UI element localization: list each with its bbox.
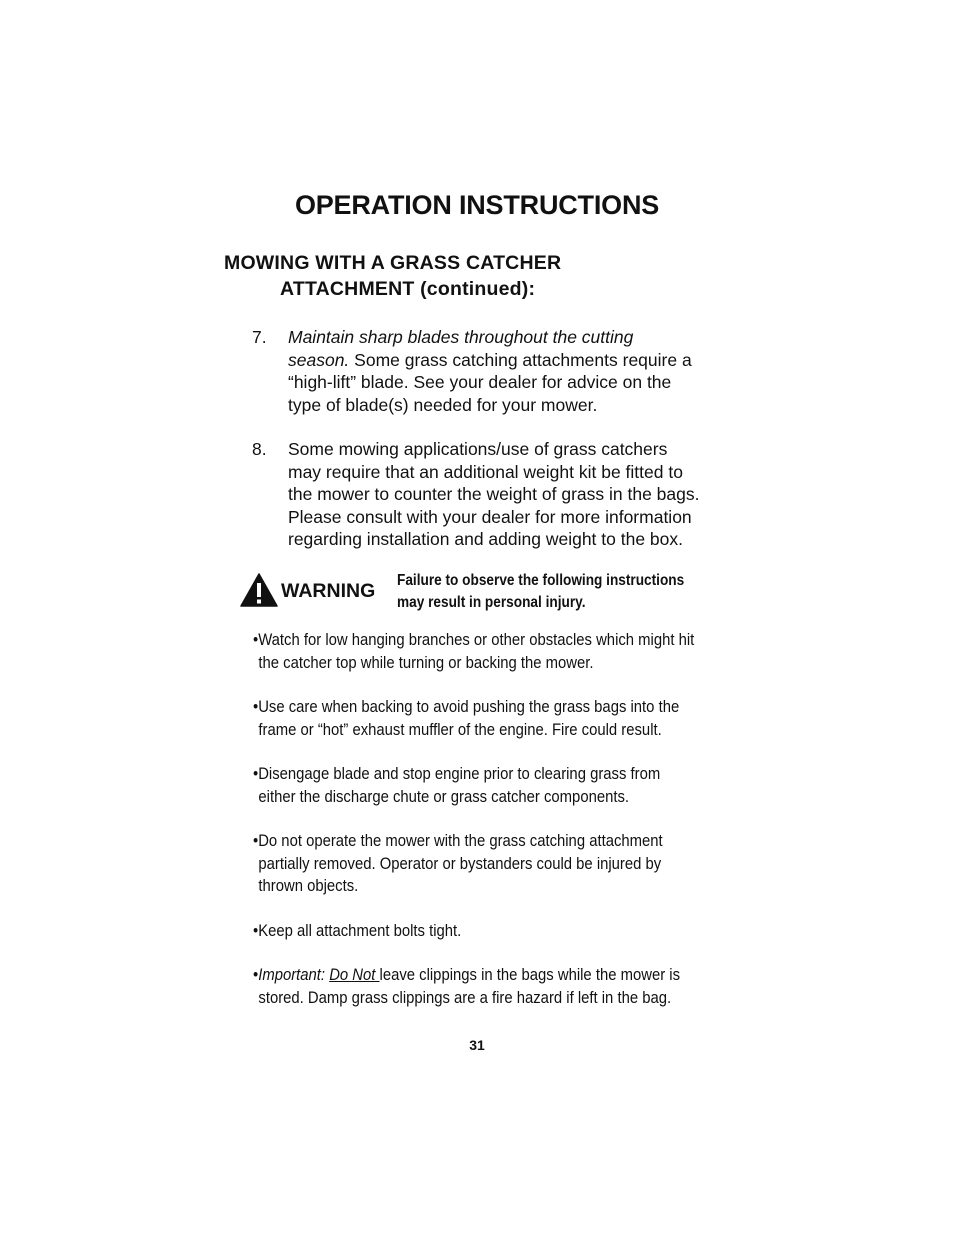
bullet-mark: • <box>253 966 259 984</box>
section-heading-line1: MOWING WITH A GRASS CATCHER <box>224 252 562 274</box>
bullet-line: stored. Damp grass clippings are a fire hazard if left in the bag. <box>258 988 672 1007</box>
item-text: Some grass catching attachments require a <box>349 349 692 370</box>
bullet-line: •Do not operate the mower with the grass catching attachment <box>253 832 663 850</box>
list-item <box>253 696 723 741</box>
section-heading-line2: ATTACHMENT (continued): <box>280 278 536 300</box>
bullet-line: thrown objects. <box>258 877 359 895</box>
list-item <box>253 830 723 898</box>
item-text: may require that an additional weight kit be fitted to <box>288 461 683 482</box>
instruction-item-8 <box>252 438 732 551</box>
item-number: 8. <box>252 439 267 459</box>
bullet-line: the catcher top while turning or backing the mower. <box>258 653 594 672</box>
list-item <box>253 920 723 943</box>
important-label: Important: <box>258 966 330 984</box>
warning-text-line: may result in personal injury. <box>397 594 586 611</box>
bullet-line <box>253 964 723 987</box>
item-body <box>288 326 732 416</box>
warning-label: WARNING <box>281 580 376 602</box>
section-heading <box>224 250 561 302</box>
page-number: 31 <box>469 1037 485 1053</box>
instruction-item-7 <box>252 326 732 416</box>
warning-box <box>240 570 730 620</box>
item-text: Please consult with your dealer for more information <box>288 506 692 527</box>
item-number: 7. <box>252 327 267 347</box>
item-text: Some mowing applications/use of grass catchers <box>288 439 668 459</box>
list-item <box>253 763 723 808</box>
bullet-line: either the discharge chute or grass catcher components. <box>258 787 630 806</box>
bullet-line: •Use care when backing to avoid pushing the grass bags into the <box>253 698 680 716</box>
item-text: regarding installation and adding weight to the box. <box>288 529 683 549</box>
bullet-text: leave clippings in the bags while the mower is <box>379 966 680 984</box>
list-item <box>253 629 723 674</box>
italic-lead: Maintain sharp blades throughout the cutting <box>288 327 634 347</box>
do-not-emphasis: Do Not <box>329 966 380 984</box>
bullet-line: frame or “hot” exhaust muffler of the engine. Fire could result. <box>258 720 662 739</box>
bullet-line: •Disengage blade and stop engine prior to clearing grass from <box>253 765 661 783</box>
item-text: type of blade(s) needed for your mower. <box>288 394 598 415</box>
item-text: “high-lift” blade. See your dealer for advice on the <box>288 372 672 392</box>
bullet-line: •Watch for low hanging branches or other obstacles which might hit <box>253 631 695 649</box>
safety-bullet-list <box>253 629 723 1031</box>
warning-triangle-icon <box>240 573 278 607</box>
italic-lead: season. <box>288 349 350 370</box>
bullet-line: partially removed. Operator or bystanders could be injured by <box>258 854 662 873</box>
item-text: the mower to counter the weight of grass in the bags. <box>288 484 700 504</box>
list-item <box>253 964 723 1009</box>
warning-text-line: Failure to observe the following instructions <box>397 572 685 589</box>
page-title: OPERATION INSTRUCTIONS <box>294 190 660 220</box>
item-body <box>288 438 732 551</box>
bullet-line: •Keep all attachment bolts tight. <box>253 921 462 940</box>
warning-text <box>397 570 696 614</box>
